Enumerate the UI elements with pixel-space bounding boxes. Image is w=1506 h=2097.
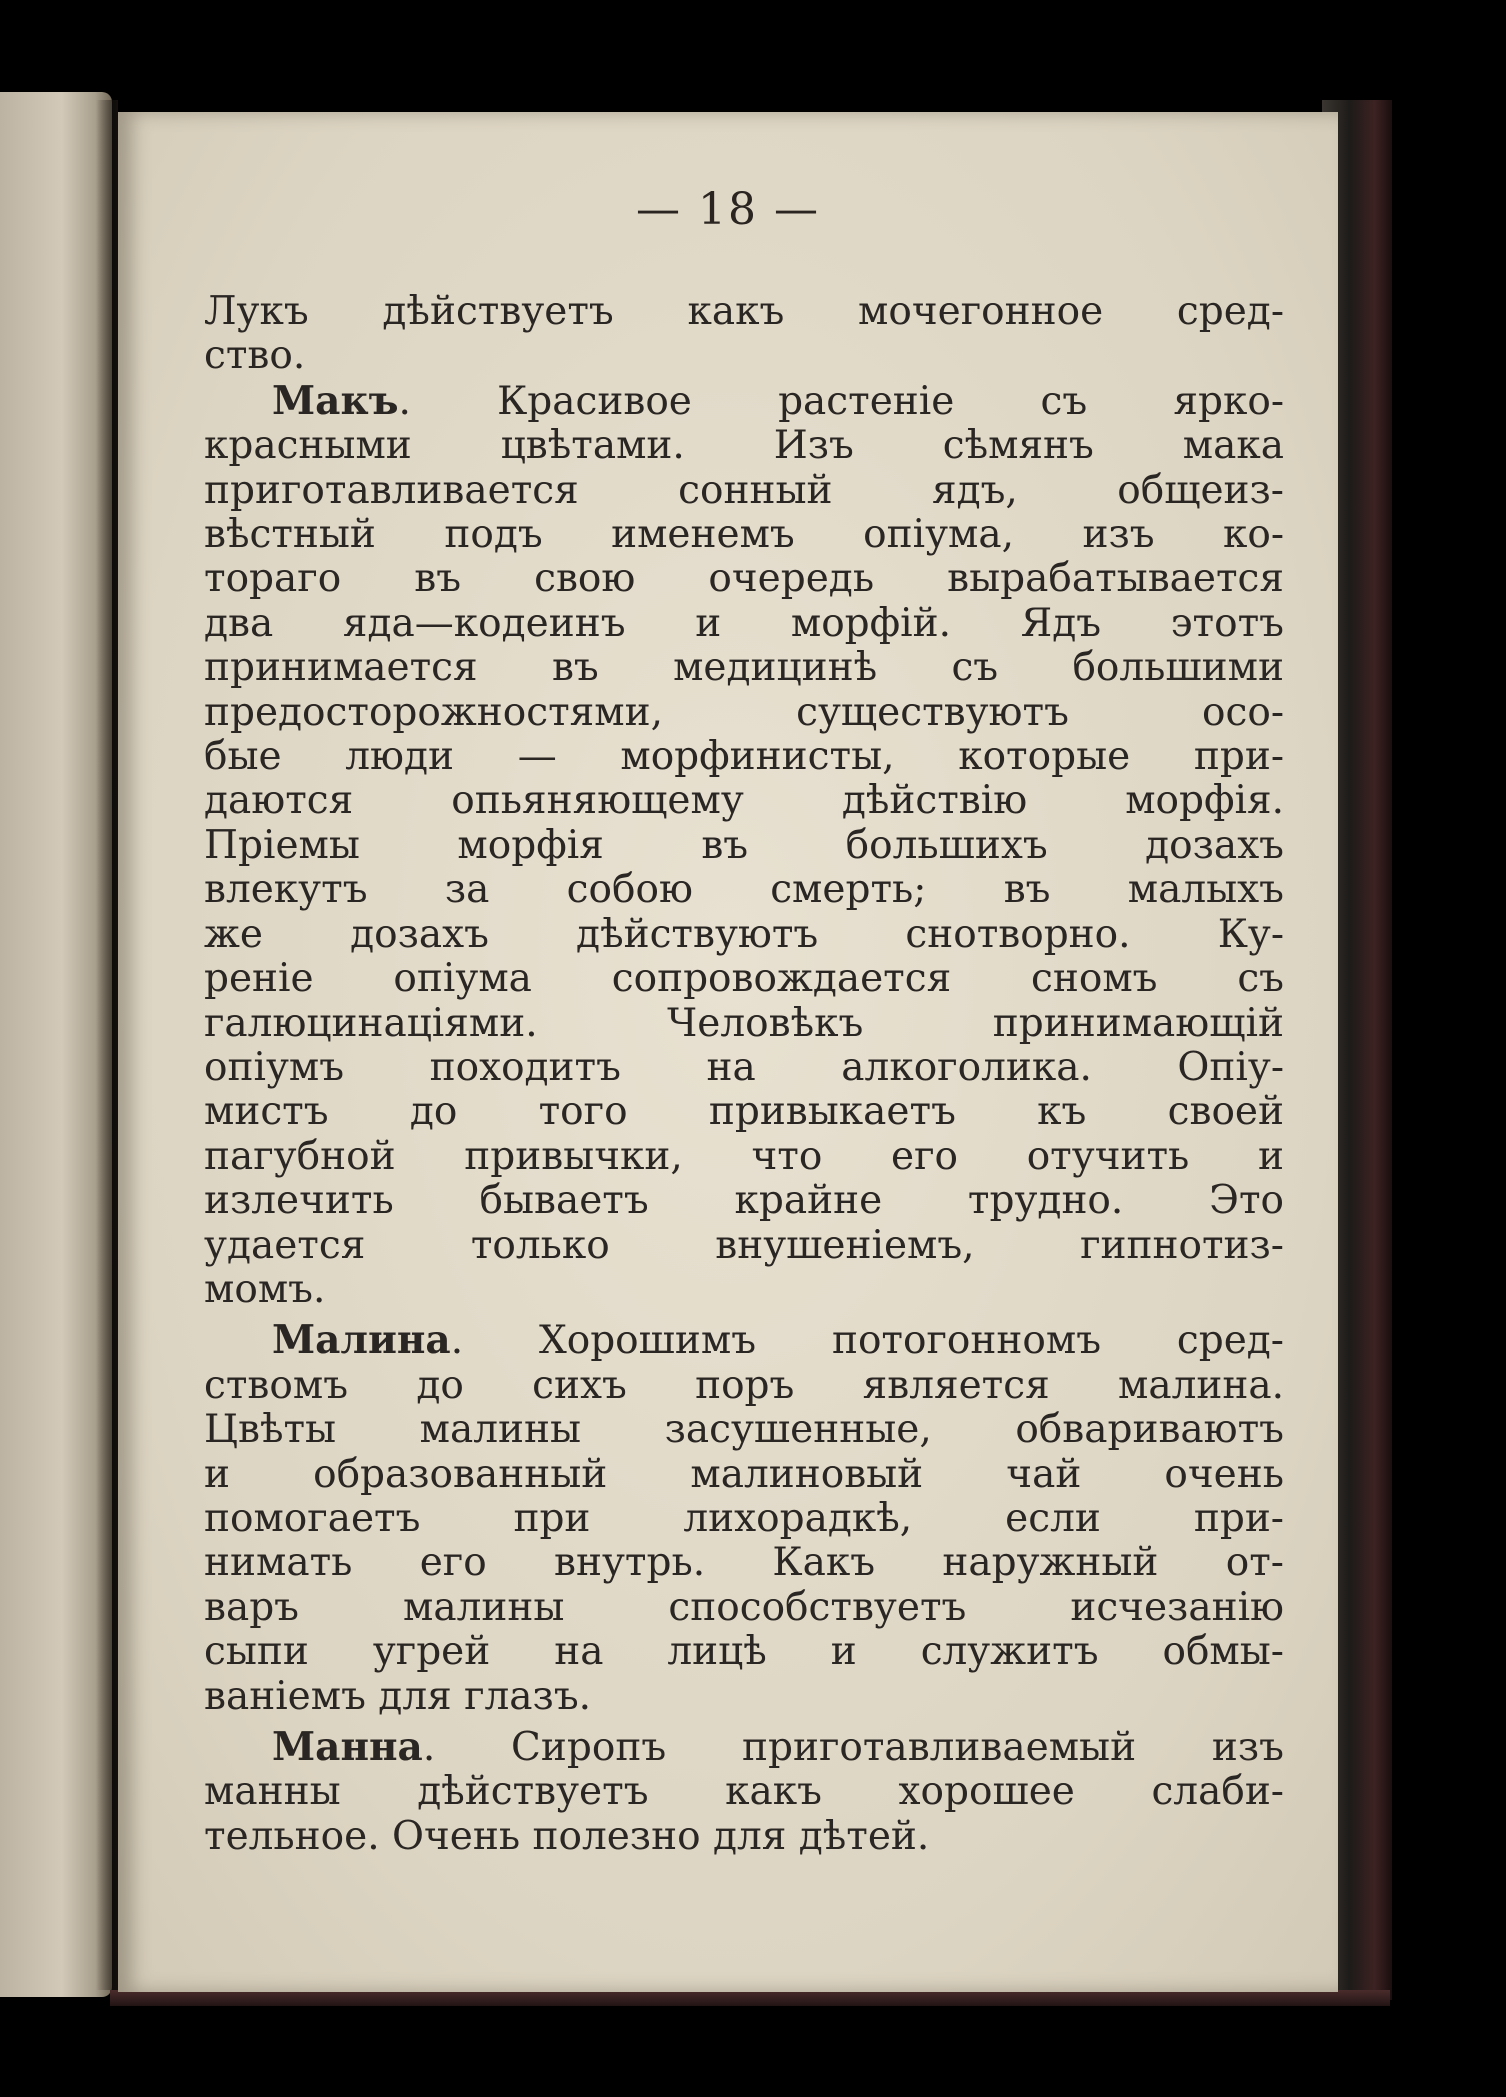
text-line: реніе опіума сопровождается сномъ съ: [204, 956, 1284, 1002]
text-line: удается только внушеніемъ, гипнотиз-: [204, 1222, 1284, 1268]
entry-term: Макъ: [272, 377, 399, 424]
text-line: красными цвѣтами. Изъ сѣмянъ мака: [204, 423, 1284, 469]
text-line: нимать его внутрь. Какъ наружный от-: [204, 1540, 1284, 1586]
text-line: влекутъ за собою смерть; въ малыхъ: [204, 867, 1284, 913]
text-line: мистъ до того привыкаетъ къ своей: [204, 1089, 1284, 1135]
text-line: излечить бываетъ крайне трудно. Это: [204, 1178, 1284, 1224]
entry-term: Манна: [272, 1724, 423, 1770]
page-number: — 18 —: [636, 184, 820, 235]
text-line: [204, 1725, 1284, 1770]
paragraph: [204, 1725, 1284, 1859]
text-line: [204, 379, 1284, 424]
text-line: сыпи угрей на лицѣ и служитъ обмы-: [204, 1629, 1284, 1675]
text-line: даются опьяняющему дѣйствію морфія.: [204, 778, 1284, 824]
paragraph: [204, 379, 1284, 1313]
text-line: тораго въ свою очередь вырабатывается: [204, 556, 1284, 602]
paragraph: [204, 1318, 1284, 1719]
line-text: . Сиропъ приготавливаемый изъ: [422, 1725, 1284, 1770]
paragraph: [204, 290, 1284, 379]
line-text: . Хорошимъ потогонномъ сред-: [450, 1318, 1284, 1364]
text-line: два яда—кодеинъ и морфій. Ядъ этотъ: [204, 600, 1284, 646]
entry-term: Малина: [272, 1317, 451, 1364]
text-line: опіумъ походитъ на алкоголика. Опіу-: [204, 1044, 1284, 1090]
text-line: ство.: [204, 333, 306, 379]
text-line: ваніемъ для глазъ.: [204, 1673, 592, 1719]
text-line: приготавливается сонный ядъ, общеиз-: [204, 467, 1284, 513]
text-line: галюцинаціями. Человѣкъ принимающій: [204, 1000, 1284, 1046]
text-line: предосторожностями, существуютъ осо-: [204, 689, 1284, 735]
text-line: момъ.: [204, 1266, 326, 1312]
text-line: вѣстный подъ именемъ опіума, изъ ко-: [204, 512, 1284, 558]
text-line: Лукъ дѣйствуетъ какъ мочегонное сред-: [204, 289, 1284, 334]
text-line: пагубной привычки, что его отучить и: [204, 1133, 1284, 1179]
book-gutter: [96, 100, 118, 1990]
book-cover-edge: [110, 1990, 1390, 2006]
text-line: Пріемы морфія въ большихъ дозахъ: [204, 822, 1284, 868]
text-line: Цвѣты малины засушенные, обвариваютъ: [204, 1407, 1284, 1453]
text-line: варъ малины способствуетъ исчезанію: [204, 1584, 1284, 1630]
book-page: [118, 112, 1338, 1992]
line-text: . Красивое растеніе съ ярко-: [398, 378, 1284, 424]
text-line: принимается въ медицинѣ съ большими: [204, 645, 1284, 691]
text-line: [204, 1318, 1284, 1363]
text-line: помогаетъ при лихорадкѣ, если при-: [204, 1495, 1284, 1541]
text-line: бые люди — морфинисты, которые при-: [204, 734, 1284, 780]
text-line: же дозахъ дѣйствуютъ снотворно. Ку-: [204, 911, 1284, 957]
text-line: тельное. Очень полезно для дѣтей.: [204, 1813, 930, 1859]
page-text: [204, 290, 1284, 1859]
text-line: и образованный малиновый чай очень: [204, 1451, 1284, 1497]
text-line: ствомъ до сихъ поръ является малина.: [204, 1362, 1284, 1408]
text-line: манны дѣйствуетъ какъ хорошее слаби-: [204, 1769, 1284, 1815]
